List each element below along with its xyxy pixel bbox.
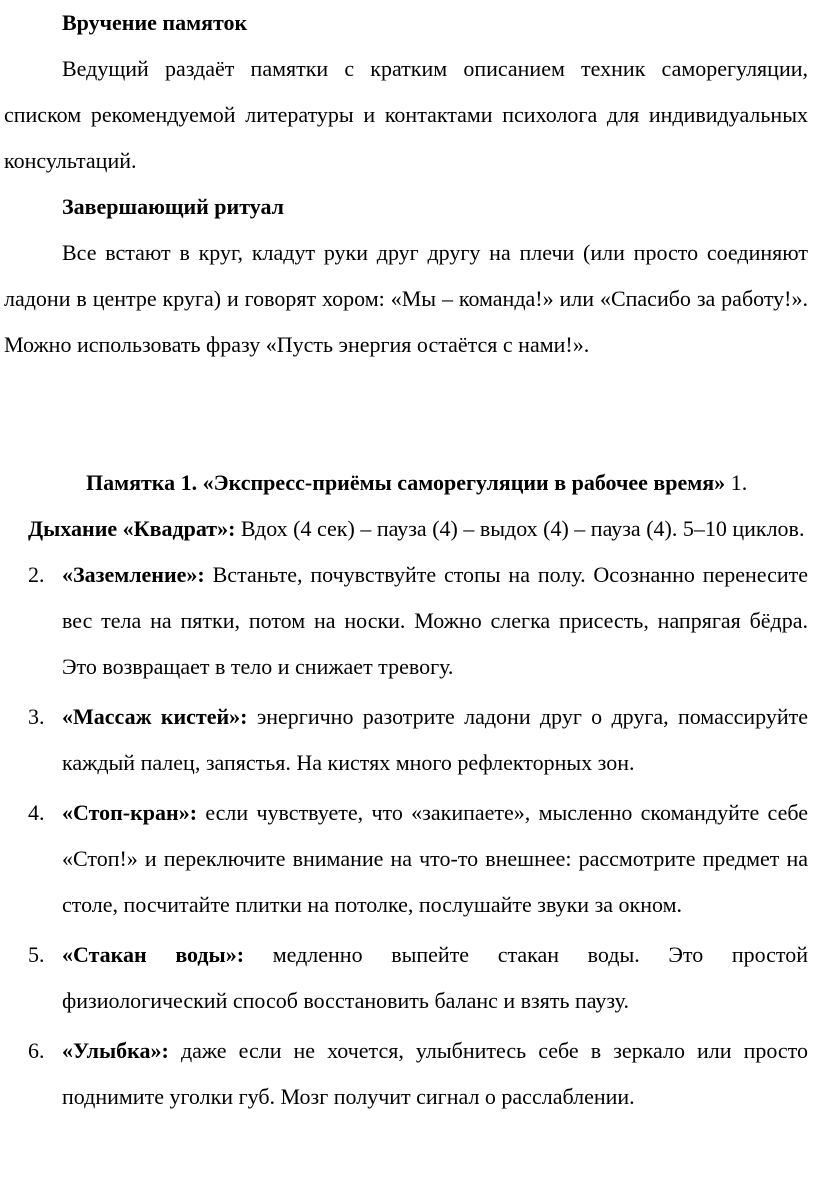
- list-item-name: «Стакан воды»:: [62, 942, 245, 967]
- list-item-number: 6.: [28, 1038, 45, 1063]
- list-item-number: 5.: [28, 942, 45, 967]
- handout-paragraph: Ведущий раздаёт памятки с кратким описанием техник саморегуляции, списком рекомендуемой литературы и контактами психолога для индивидуальных консультаций.: [4, 56, 808, 173]
- list-item-text: если чувствуете, что «закипаете», мысленно скомандуйте себе «Стоп!» и переключите внимание на что-то внешнее: рассмотрите предмет на столе, посчитайте плитки на потолке, послушайте звуки за окном.: [62, 800, 808, 917]
- memo-list: [4, 552, 808, 1120]
- list-item-text: Встаньте, почувствуйте стопы на полу. Осознанно перенесите вес тела на пятки, потом на носки. Можно слегка присесть, напрягая бёдра. Это возвращает в тело и снижает тревогу.: [62, 562, 809, 679]
- list-item-text: энергично разотрите ладони друг о друга, помассируйте каждый палец, запястья. На кистях много рефлекторных зон.: [62, 704, 808, 775]
- list-item: [4, 1028, 808, 1120]
- list-item-text: даже если не хочется, улыбнитесь себе в зеркало или просто поднимите уголки губ. Мозг получит сигнал о расслаблении.: [62, 1038, 809, 1109]
- section-spacer: [4, 368, 808, 460]
- list-item-number: 3.: [28, 704, 45, 729]
- ritual-heading: Завершающий ритуал: [62, 194, 284, 219]
- list-item-number: 2.: [28, 562, 45, 587]
- memo-intro: [4, 460, 808, 552]
- list-item: [4, 552, 808, 690]
- list-item: [4, 790, 808, 928]
- list-item-text: медленно выпейте стакан воды. Это простой физиологический способ восстановить баланс и взять паузу.: [62, 942, 809, 1013]
- list-item-name: «Стоп-кран»:: [62, 800, 198, 825]
- list-item-name: «Улыбка»:: [62, 1038, 169, 1063]
- memo-title: Памятка 1. «Экспресс-приёмы саморегуляции в рабочее время»: [86, 470, 726, 495]
- list-item-name: «Массаж кистей»:: [62, 704, 248, 729]
- handout-heading: Вручение памяток: [62, 10, 248, 35]
- list-item: [4, 694, 808, 786]
- ritual-paragraph: Все встают в круг, кладут руки друг другу на плечи (или просто соединяют ладони в центре круга) и говорят хором: «Мы – команда!» или «Спасибо за работу!». Можно использовать фразу «Пусть энергия остаётся с нами!».: [4, 240, 808, 357]
- memo-item-1-name: Дыхание «Квадрат»:: [28, 516, 236, 541]
- list-item-number: 4.: [28, 800, 45, 825]
- list-item-name: «Заземление»:: [62, 562, 205, 587]
- memo-item-1-number: 1.: [730, 470, 748, 495]
- memo-item-1-text: Вдох (4 сек) – пауза (4) – выдох (4) – пауза (4). 5–10 циклов.: [240, 516, 805, 541]
- list-item: [4, 932, 808, 1024]
